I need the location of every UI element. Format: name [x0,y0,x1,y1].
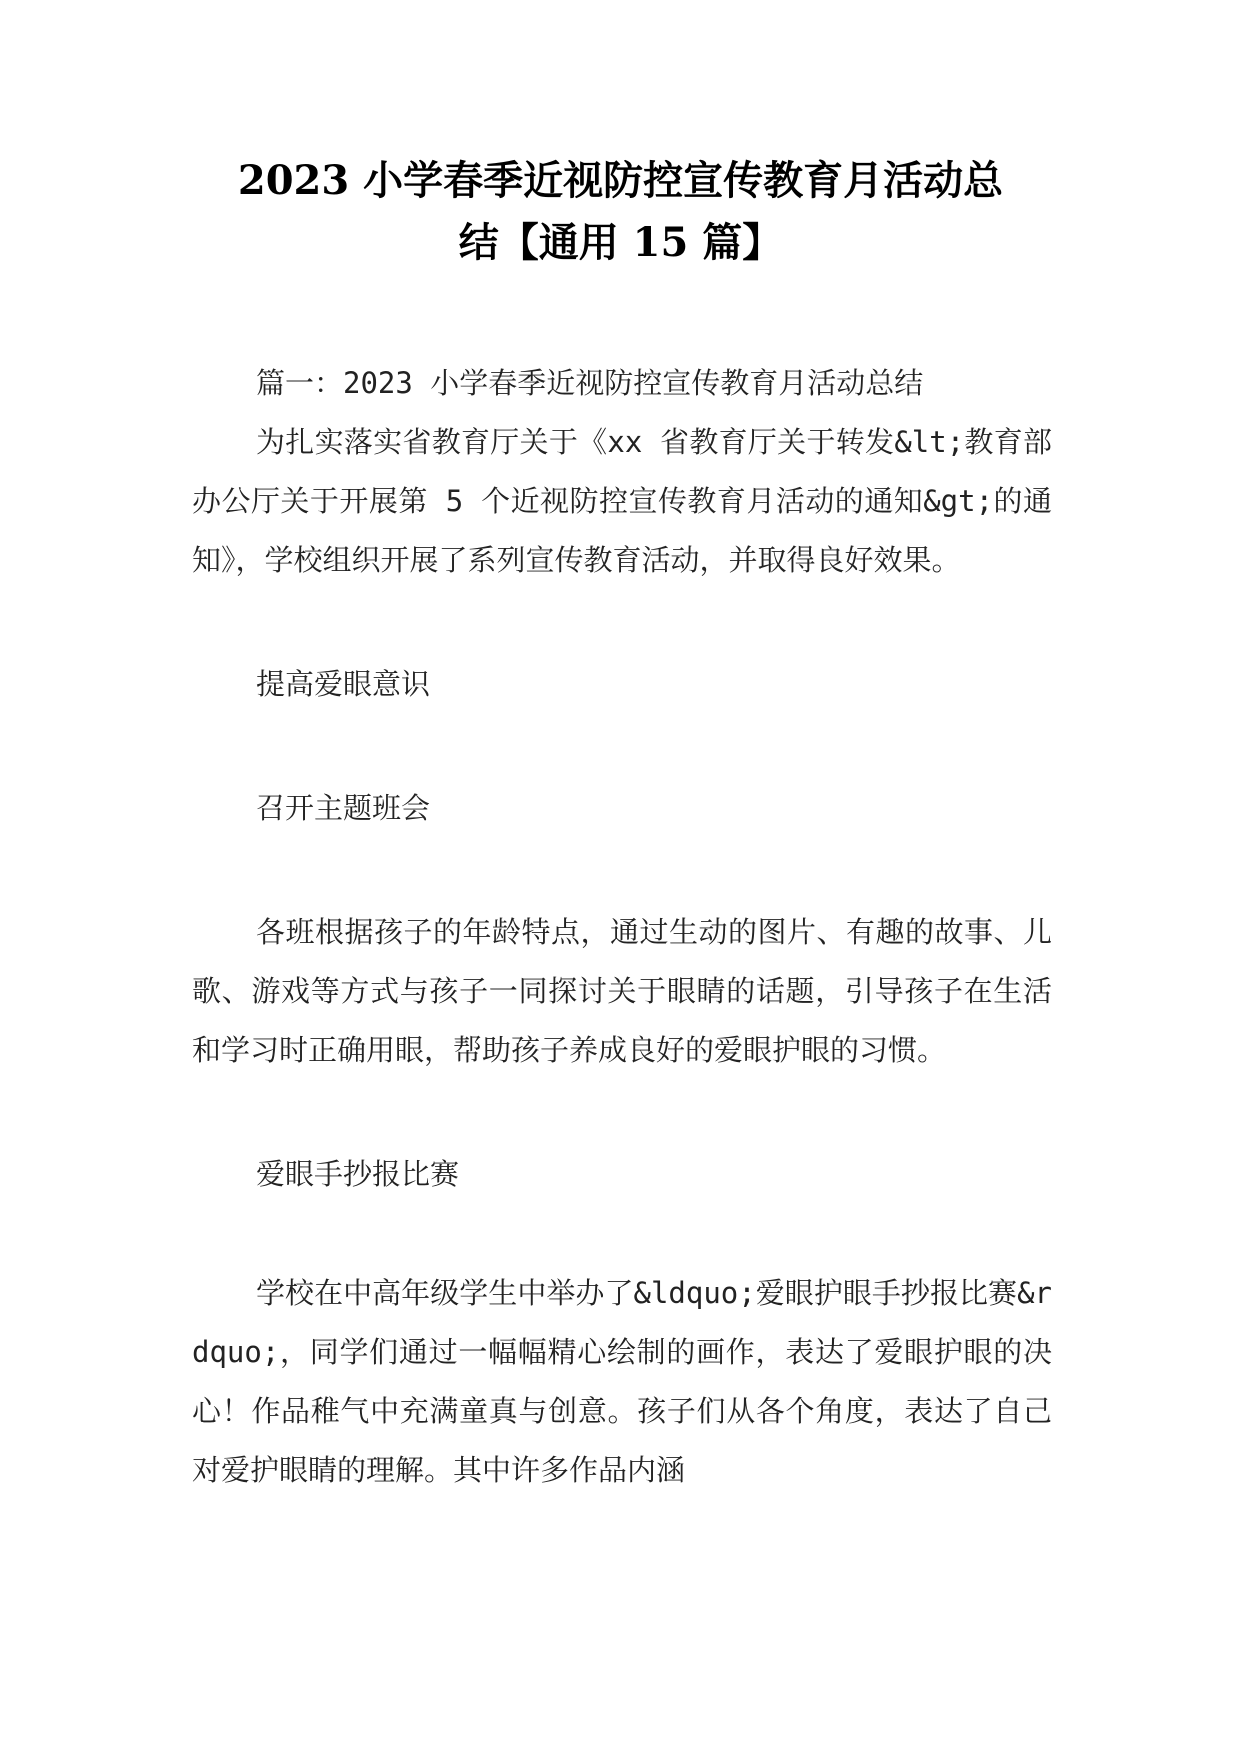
subheading-poster-contest: 爱眼手抄报比赛 [256,1157,460,1191]
class-meeting-paragraph: 各班根据孩子的年龄特点，通过生动的图片、有趣的故事、儿歌、游戏等方式与孩子一同探讨关于眼睛的话题，引导孩子在生活和学习时正确用眼，帮助孩子养成良好的爱眼护眼的习惯。 [192,915,1052,1067]
subheading-theme-class-meeting: 召开主题班会 [256,791,431,825]
title-line-1: 2023 小学春季近视防控宣传教育月活动总 [237,157,1004,204]
subheading-raise-awareness: 提高爱眼意识 [256,667,431,701]
title-line-2: 结【通用 15 篇】 [458,219,783,266]
document-title [150,150,1091,274]
poster-contest-paragraph: 学校在中高年级学生中举办了&ldquo;爱眼护眼手抄报比赛&rdquo;，同学们通过一幅幅精心绘制的画作，表达了爱眼护眼的决心！作品稚气中充满童真与创意。孩子们从各个角度，表达了自己对爱护眼睛的理解。其中许多作品内涵 [192,1276,1052,1487]
intro-paragraph: 为扎实落实省教育厅关于《xx 省教育厅关于转发&lt;教育部办公厅关于开展第 5 个近视防控宣传教育月活动的通知&gt;的通知》，学校组织开展了系列宣传教育活动，并取得良好效果。 [192,425,1052,577]
section-heading-part-one: 篇一：2023 小学春季近视防控宣传教育月活动总结 [256,366,924,400]
document-body [192,354,1052,1500]
